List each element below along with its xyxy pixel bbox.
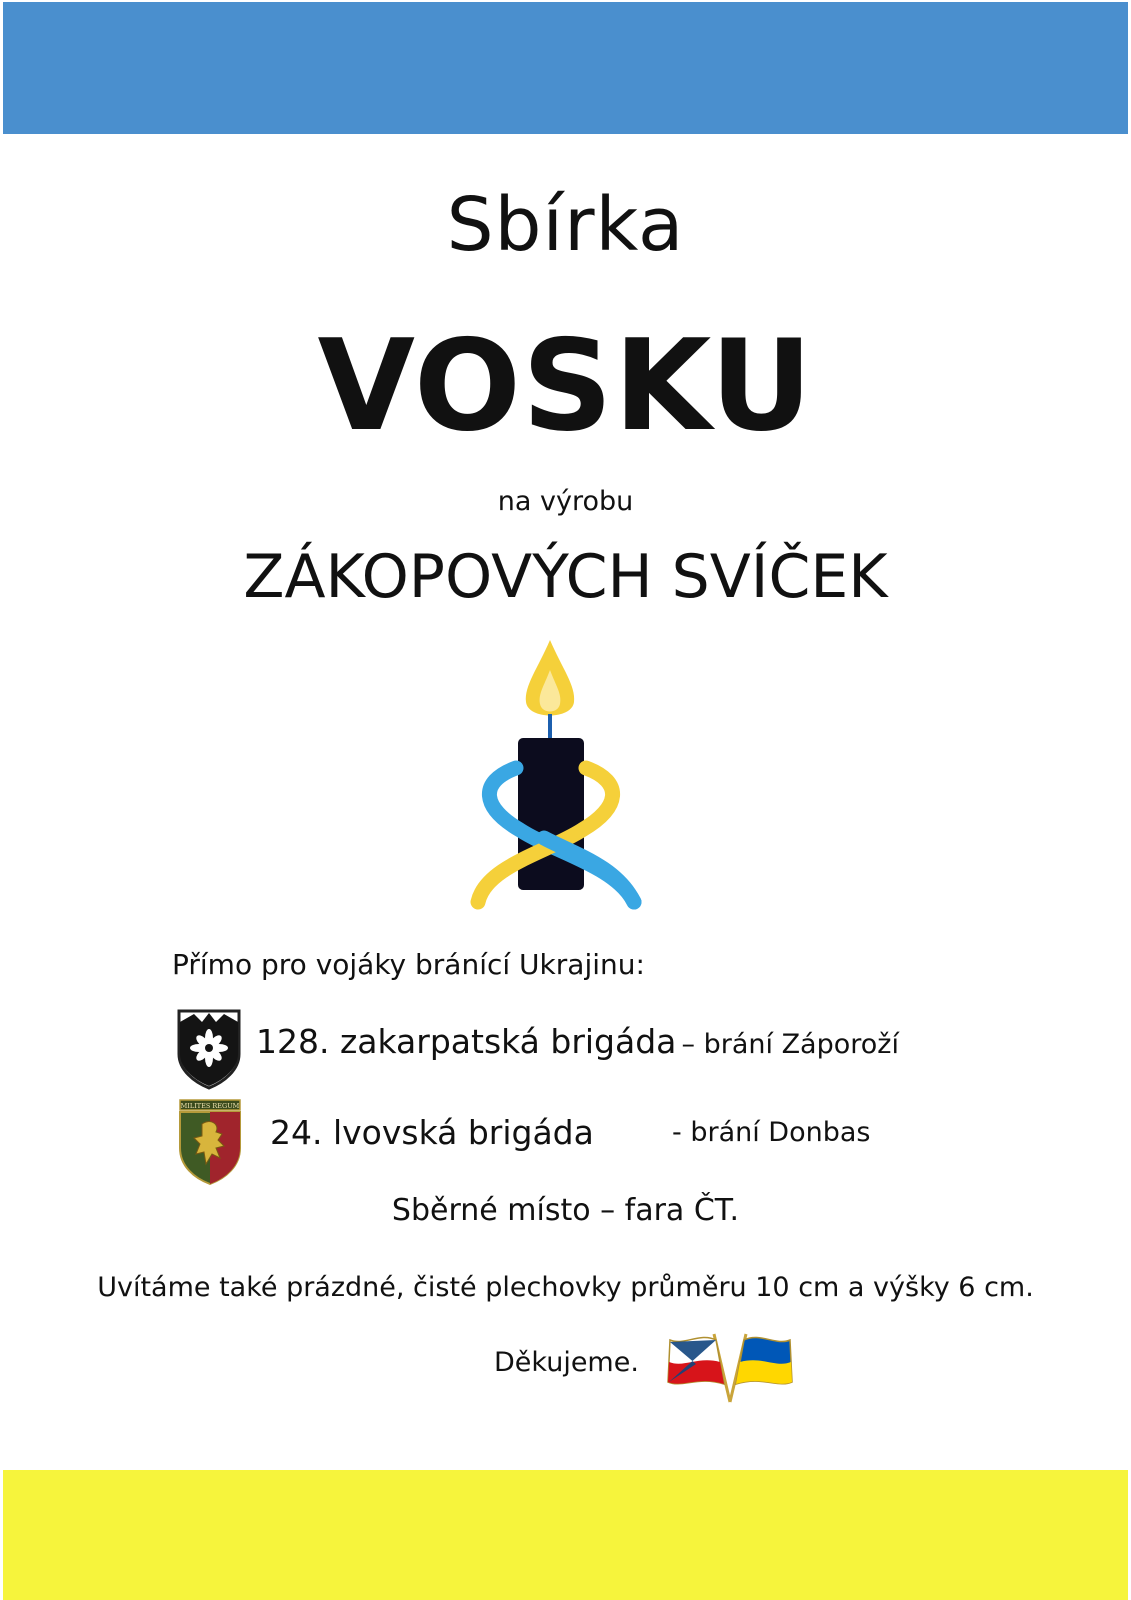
brigade-24-defends: - brání Donbas — [672, 1117, 871, 1148]
title-line-1: Sbírka — [446, 182, 685, 268]
brigade-128-row — [256, 1022, 899, 1061]
edelweiss-shield-emblem-icon — [176, 1008, 242, 1090]
title-line-2: VOSKU — [317, 312, 814, 459]
blue-top-band — [3, 2, 1128, 134]
intro-text: Přímo pro vojáky bránící Ukrajinu: — [172, 948, 645, 981]
subtitle-small: na výrobu — [497, 486, 634, 517]
brigade-128-defends: – brání Záporoží — [681, 1029, 899, 1060]
collection-point: Sběrné místo – fara ČT. — [391, 1193, 740, 1228]
candle-ribbon-icon — [470, 640, 650, 916]
brigade-24-name: 24. lvovská brigáda — [270, 1113, 594, 1152]
lion-shield-emblem-icon — [176, 1094, 244, 1186]
thanks-text: Děkujeme. — [494, 1347, 639, 1378]
czech-ukraine-crossed-flags-icon — [666, 1326, 794, 1406]
yellow-bottom-band — [3, 1470, 1128, 1600]
cans-note: Uvítáme také prázdné, čisté plechovky průměru 10 cm a výšky 6 cm. — [97, 1272, 1034, 1303]
emblem-24-motto: MILITES REGUM — [180, 1102, 240, 1110]
brigade-24-defends-row — [672, 1117, 870, 1148]
subtitle-large: ZÁKOPOVÝCH SVÍČEK — [243, 542, 888, 612]
brigade-128-name: 128. zakarpatská brigáda — [256, 1022, 677, 1061]
brigade-24-row — [270, 1113, 594, 1152]
